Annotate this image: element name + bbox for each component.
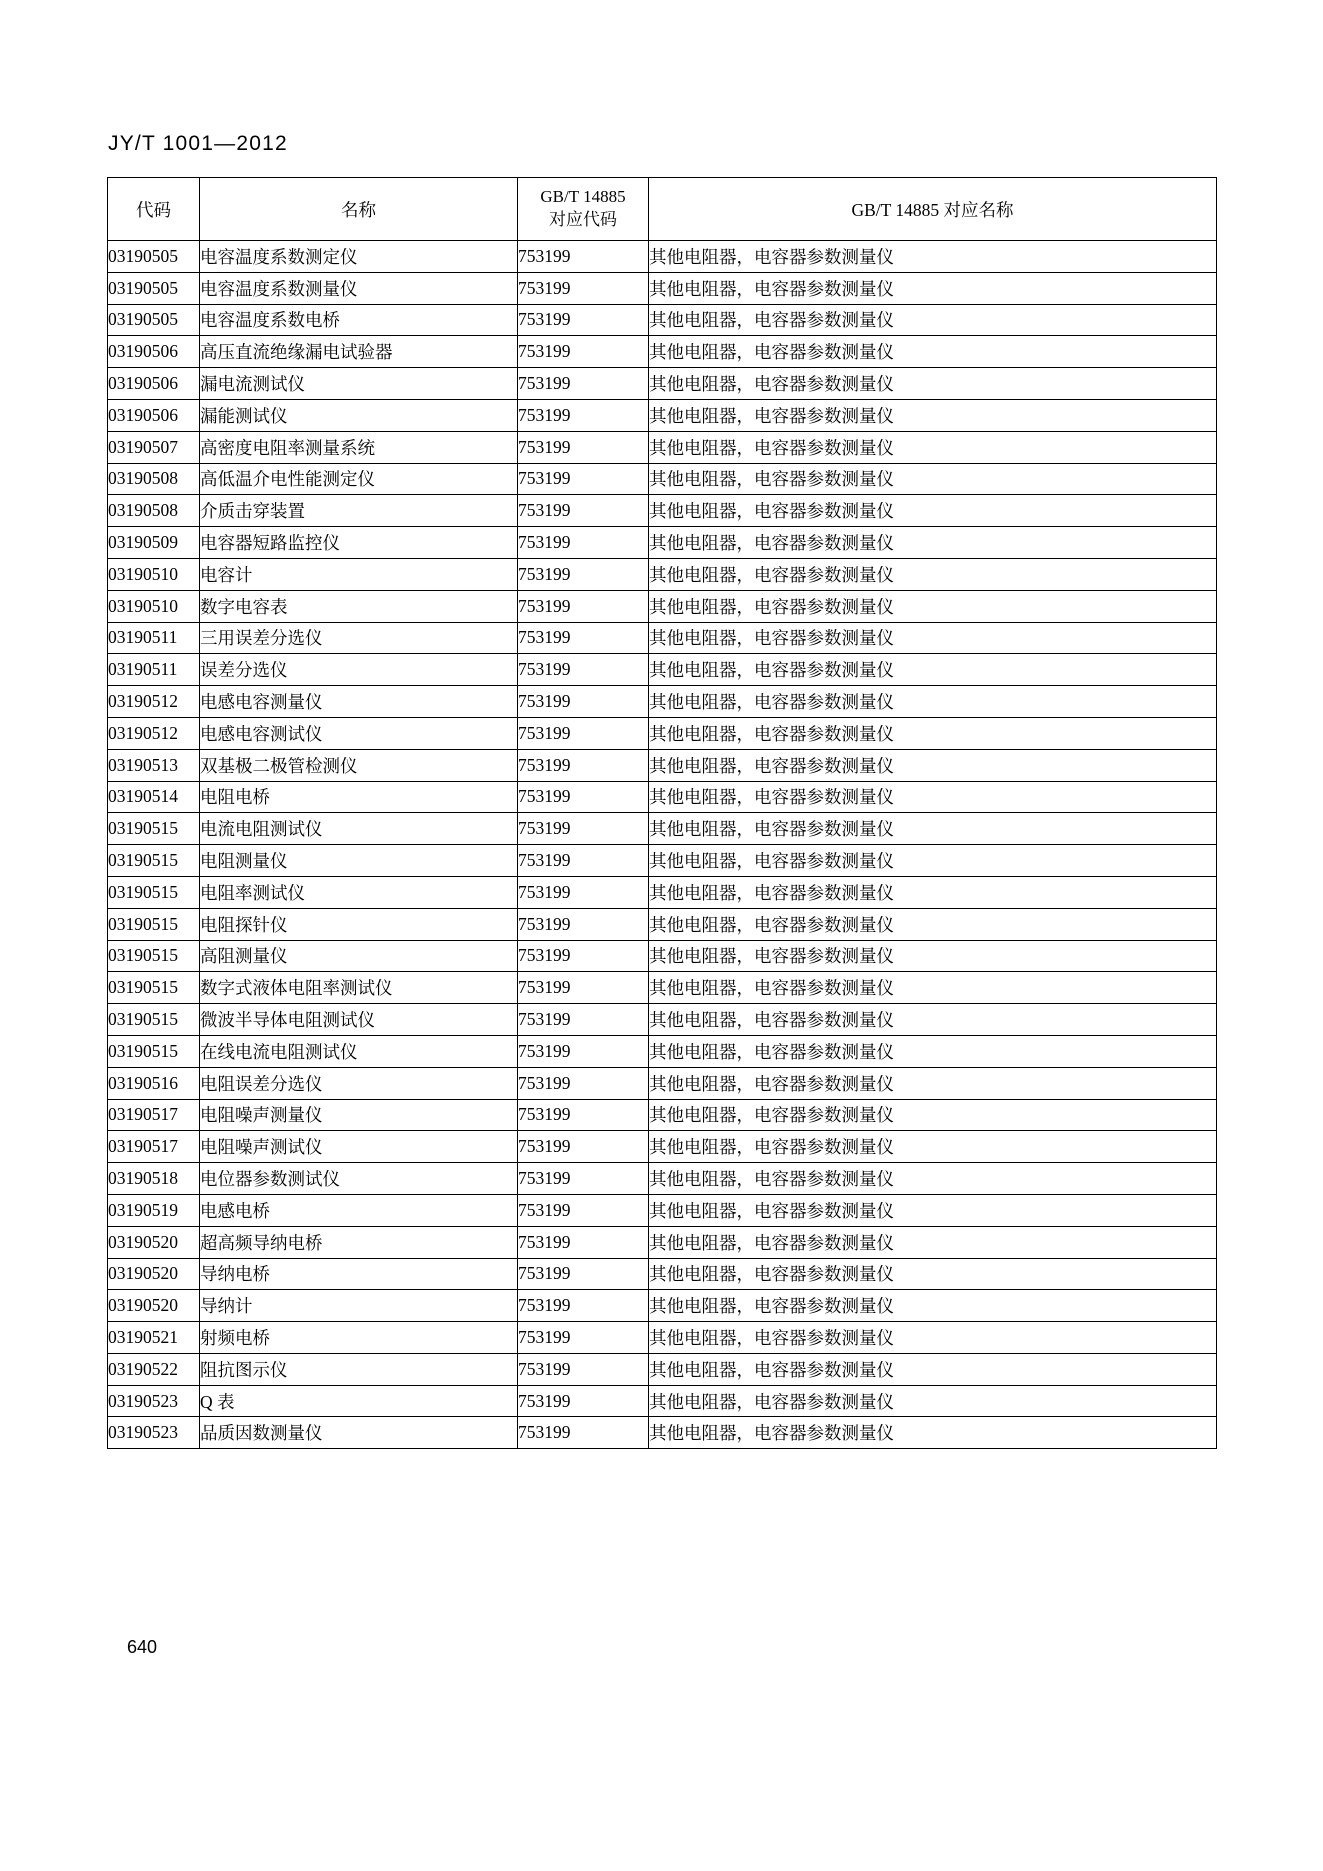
cell-gb-code: 753199 [518, 749, 649, 781]
cell-gb-name: 其他电阻器，电容器参数测量仪 [649, 463, 1217, 495]
table-row [108, 654, 1217, 686]
cell-gb-name: 其他电阻器，电容器参数测量仪 [649, 495, 1217, 527]
table-row [108, 1258, 1217, 1290]
page-header-standard-code: JY/T 1001—2012 [108, 132, 288, 155]
cell-gb-name: 其他电阻器，电容器参数测量仪 [649, 749, 1217, 781]
table-row [108, 1322, 1217, 1354]
table-row [108, 940, 1217, 972]
table-row [108, 1067, 1217, 1099]
cell-gb-code: 753199 [518, 1004, 649, 1036]
cell-gb-name: 其他电阻器，电容器参数测量仪 [649, 1258, 1217, 1290]
cell-gb-name: 其他电阻器，电容器参数测量仪 [649, 399, 1217, 431]
cell-code: 03190514 [108, 781, 200, 813]
cell-name: 数字电容表 [200, 590, 518, 622]
cell-code: 03190520 [108, 1290, 200, 1322]
cell-name: 品质因数测量仪 [200, 1417, 518, 1449]
cell-name: 电流电阻测试仪 [200, 813, 518, 845]
cell-gb-code: 753199 [518, 972, 649, 1004]
cell-gb-code: 753199 [518, 241, 649, 273]
cell-code: 03190523 [108, 1417, 200, 1449]
cell-name: 电容温度系数电桥 [200, 304, 518, 336]
table-row [108, 241, 1217, 273]
cell-code: 03190511 [108, 654, 200, 686]
cell-name: 电阻噪声测量仪 [200, 1099, 518, 1131]
cell-gb-code: 753199 [518, 781, 649, 813]
cell-name: 漏电流测试仪 [200, 368, 518, 400]
cell-name: 误差分选仪 [200, 654, 518, 686]
table-row [108, 1131, 1217, 1163]
cell-code: 03190510 [108, 558, 200, 590]
cell-gb-name: 其他电阻器，电容器参数测量仪 [649, 940, 1217, 972]
cell-gb-code: 753199 [518, 431, 649, 463]
table-row [108, 399, 1217, 431]
column-header-code: 代码 [108, 178, 200, 241]
table-row [108, 1290, 1217, 1322]
cell-gb-code: 753199 [518, 399, 649, 431]
table-row [108, 1035, 1217, 1067]
cell-code: 03190515 [108, 1004, 200, 1036]
table-row [108, 781, 1217, 813]
table-body [108, 241, 1217, 1449]
cell-gb-name: 其他电阻器，电容器参数测量仪 [649, 1194, 1217, 1226]
cell-code: 03190516 [108, 1067, 200, 1099]
table-row [108, 749, 1217, 781]
cell-gb-code: 753199 [518, 1067, 649, 1099]
cell-name: 电阻探针仪 [200, 908, 518, 940]
cell-gb-name: 其他电阻器，电容器参数测量仪 [649, 908, 1217, 940]
table-row [108, 813, 1217, 845]
cell-name: 电感电容测试仪 [200, 717, 518, 749]
cell-gb-name: 其他电阻器，电容器参数测量仪 [649, 241, 1217, 273]
cell-name: 电位器参数测试仪 [200, 1163, 518, 1195]
table-row [108, 463, 1217, 495]
table-row [108, 336, 1217, 368]
column-header-name: 名称 [200, 178, 518, 241]
cell-code: 03190505 [108, 304, 200, 336]
cell-gb-code: 753199 [518, 1194, 649, 1226]
cell-gb-name: 其他电阻器，电容器参数测量仪 [649, 717, 1217, 749]
table-row [108, 876, 1217, 908]
cell-gb-name: 其他电阻器，电容器参数测量仪 [649, 272, 1217, 304]
cell-gb-name: 其他电阻器，电容器参数测量仪 [649, 1163, 1217, 1195]
cell-gb-name: 其他电阻器，电容器参数测量仪 [649, 1322, 1217, 1354]
cell-gb-code: 753199 [518, 272, 649, 304]
table-row [108, 431, 1217, 463]
cell-code: 03190505 [108, 241, 200, 273]
cell-gb-name: 其他电阻器，电容器参数测量仪 [649, 304, 1217, 336]
cell-name: 电阻电桥 [200, 781, 518, 813]
cell-gb-code: 753199 [518, 590, 649, 622]
cell-gb-code: 753199 [518, 1353, 649, 1385]
cell-name: 高密度电阻率测量系统 [200, 431, 518, 463]
table-row [108, 845, 1217, 877]
cell-gb-name: 其他电阻器，电容器参数测量仪 [649, 336, 1217, 368]
cell-gb-code: 753199 [518, 558, 649, 590]
cell-gb-name: 其他电阻器，电容器参数测量仪 [649, 431, 1217, 463]
cell-code: 03190515 [108, 813, 200, 845]
cell-gb-name: 其他电阻器，电容器参数测量仪 [649, 527, 1217, 559]
cell-code: 03190518 [108, 1163, 200, 1195]
cell-gb-code: 753199 [518, 1226, 649, 1258]
table-row [108, 527, 1217, 559]
cell-gb-code: 753199 [518, 1322, 649, 1354]
cell-code: 03190517 [108, 1131, 200, 1163]
cell-name: 双基极二极管检测仪 [200, 749, 518, 781]
cell-gb-code: 753199 [518, 876, 649, 908]
table-row [108, 686, 1217, 718]
cell-code: 03190506 [108, 336, 200, 368]
cell-code: 03190508 [108, 495, 200, 527]
classification-table-container [107, 177, 1216, 1449]
cell-code: 03190521 [108, 1322, 200, 1354]
cell-gb-name: 其他电阻器，电容器参数测量仪 [649, 1290, 1217, 1322]
cell-name: 导纳电桥 [200, 1258, 518, 1290]
cell-code: 03190515 [108, 908, 200, 940]
cell-code: 03190517 [108, 1099, 200, 1131]
column-header-gb-code-line2: 对应代码 [549, 210, 617, 229]
table-row [108, 972, 1217, 1004]
cell-name: 电阻率测试仪 [200, 876, 518, 908]
cell-name: 导纳计 [200, 1290, 518, 1322]
cell-name: 电阻误差分选仪 [200, 1067, 518, 1099]
cell-gb-code: 753199 [518, 654, 649, 686]
cell-gb-code: 753199 [518, 1258, 649, 1290]
cell-gb-code: 753199 [518, 527, 649, 559]
cell-gb-code: 753199 [518, 1385, 649, 1417]
cell-gb-code: 753199 [518, 495, 649, 527]
table-row [108, 304, 1217, 336]
cell-name: 阻抗图示仪 [200, 1353, 518, 1385]
cell-gb-code: 753199 [518, 845, 649, 877]
cell-gb-name: 其他电阻器，电容器参数测量仪 [649, 368, 1217, 400]
cell-gb-name: 其他电阻器，电容器参数测量仪 [649, 1067, 1217, 1099]
cell-code: 03190505 [108, 272, 200, 304]
cell-gb-code: 753199 [518, 1417, 649, 1449]
cell-gb-code: 753199 [518, 622, 649, 654]
cell-gb-name: 其他电阻器，电容器参数测量仪 [649, 686, 1217, 718]
cell-name: 电容器短路监控仪 [200, 527, 518, 559]
cell-name: 数字式液体电阻率测试仪 [200, 972, 518, 1004]
cell-gb-code: 753199 [518, 686, 649, 718]
cell-code: 03190506 [108, 399, 200, 431]
table-row [108, 495, 1217, 527]
cell-gb-name: 其他电阻器，电容器参数测量仪 [649, 1004, 1217, 1036]
cell-name: 高压直流绝缘漏电试验器 [200, 336, 518, 368]
table-row [108, 1226, 1217, 1258]
cell-gb-name: 其他电阻器，电容器参数测量仪 [649, 1385, 1217, 1417]
cell-code: 03190515 [108, 1035, 200, 1067]
cell-code: 03190513 [108, 749, 200, 781]
table-row [108, 1163, 1217, 1195]
table-row [108, 272, 1217, 304]
cell-gb-name: 其他电阻器，电容器参数测量仪 [649, 1226, 1217, 1258]
table-row [108, 1194, 1217, 1226]
table-row [108, 622, 1217, 654]
cell-code: 03190512 [108, 717, 200, 749]
cell-gb-name: 其他电阻器，电容器参数测量仪 [649, 1417, 1217, 1449]
cell-code: 03190515 [108, 845, 200, 877]
table-header-row [108, 178, 1217, 241]
cell-gb-code: 753199 [518, 940, 649, 972]
cell-gb-code: 753199 [518, 1131, 649, 1163]
cell-name: 在线电流电阻测试仪 [200, 1035, 518, 1067]
cell-name: 电阻噪声测试仪 [200, 1131, 518, 1163]
cell-code: 03190523 [108, 1385, 200, 1417]
table-row [108, 558, 1217, 590]
cell-gb-code: 753199 [518, 304, 649, 336]
cell-gb-code: 753199 [518, 463, 649, 495]
cell-gb-name: 其他电阻器，电容器参数测量仪 [649, 622, 1217, 654]
cell-code: 03190506 [108, 368, 200, 400]
classification-table [107, 177, 1217, 1449]
cell-name: 超高频导纳电桥 [200, 1226, 518, 1258]
cell-name: 电感电桥 [200, 1194, 518, 1226]
cell-code: 03190515 [108, 972, 200, 1004]
cell-name: 介质击穿装置 [200, 495, 518, 527]
page-number: 640 [127, 1637, 158, 1657]
cell-gb-name: 其他电阻器，电容器参数测量仪 [649, 781, 1217, 813]
cell-name: 电容温度系数测量仪 [200, 272, 518, 304]
cell-code: 03190520 [108, 1226, 200, 1258]
cell-gb-name: 其他电阻器，电容器参数测量仪 [649, 1131, 1217, 1163]
cell-gb-name: 其他电阻器，电容器参数测量仪 [649, 972, 1217, 1004]
cell-gb-code: 753199 [518, 1290, 649, 1322]
table-row [108, 908, 1217, 940]
cell-name: 电感电容测量仪 [200, 686, 518, 718]
cell-code: 03190522 [108, 1353, 200, 1385]
table-row [108, 590, 1217, 622]
cell-name: 高低温介电性能测定仪 [200, 463, 518, 495]
cell-name: Q 表 [200, 1385, 518, 1417]
cell-gb-name: 其他电阻器，电容器参数测量仪 [649, 876, 1217, 908]
cell-code: 03190507 [108, 431, 200, 463]
cell-name: 漏能测试仪 [200, 399, 518, 431]
cell-code: 03190511 [108, 622, 200, 654]
cell-name: 微波半导体电阻测试仪 [200, 1004, 518, 1036]
column-header-gb-name: GB/T 14885 对应名称 [649, 178, 1217, 241]
cell-gb-name: 其他电阻器，电容器参数测量仪 [649, 1353, 1217, 1385]
table-row [108, 1417, 1217, 1449]
cell-code: 03190508 [108, 463, 200, 495]
cell-code: 03190515 [108, 940, 200, 972]
cell-code: 03190520 [108, 1258, 200, 1290]
cell-gb-code: 753199 [518, 368, 649, 400]
cell-gb-code: 753199 [518, 717, 649, 749]
table-row [108, 1353, 1217, 1385]
cell-gb-code: 753199 [518, 813, 649, 845]
cell-gb-name: 其他电阻器，电容器参数测量仪 [649, 590, 1217, 622]
table-row [108, 717, 1217, 749]
column-header-gb-code-line1: GB/T 14885 [540, 187, 626, 207]
cell-gb-code: 753199 [518, 1035, 649, 1067]
cell-gb-code: 753199 [518, 336, 649, 368]
cell-name: 射频电桥 [200, 1322, 518, 1354]
cell-gb-code: 753199 [518, 1099, 649, 1131]
cell-gb-name: 其他电阻器，电容器参数测量仪 [649, 813, 1217, 845]
cell-code: 03190519 [108, 1194, 200, 1226]
cell-code: 03190509 [108, 527, 200, 559]
table-row [108, 368, 1217, 400]
table-row [108, 1004, 1217, 1036]
cell-gb-name: 其他电阻器，电容器参数测量仪 [649, 558, 1217, 590]
cell-gb-code: 753199 [518, 1163, 649, 1195]
cell-name: 电阻测量仪 [200, 845, 518, 877]
cell-name: 高阻测量仪 [200, 940, 518, 972]
cell-gb-name: 其他电阻器，电容器参数测量仪 [649, 1035, 1217, 1067]
cell-name: 电容计 [200, 558, 518, 590]
cell-gb-name: 其他电阻器，电容器参数测量仪 [649, 654, 1217, 686]
cell-gb-name: 其他电阻器，电容器参数测量仪 [649, 845, 1217, 877]
cell-gb-code: 753199 [518, 908, 649, 940]
column-header-gb-code [518, 178, 649, 241]
cell-code: 03190515 [108, 876, 200, 908]
cell-name: 电容温度系数测定仪 [200, 241, 518, 273]
cell-code: 03190510 [108, 590, 200, 622]
table-row [108, 1385, 1217, 1417]
cell-gb-name: 其他电阻器，电容器参数测量仪 [649, 1099, 1217, 1131]
table-row [108, 1099, 1217, 1131]
cell-code: 03190512 [108, 686, 200, 718]
cell-name: 三用误差分选仪 [200, 622, 518, 654]
